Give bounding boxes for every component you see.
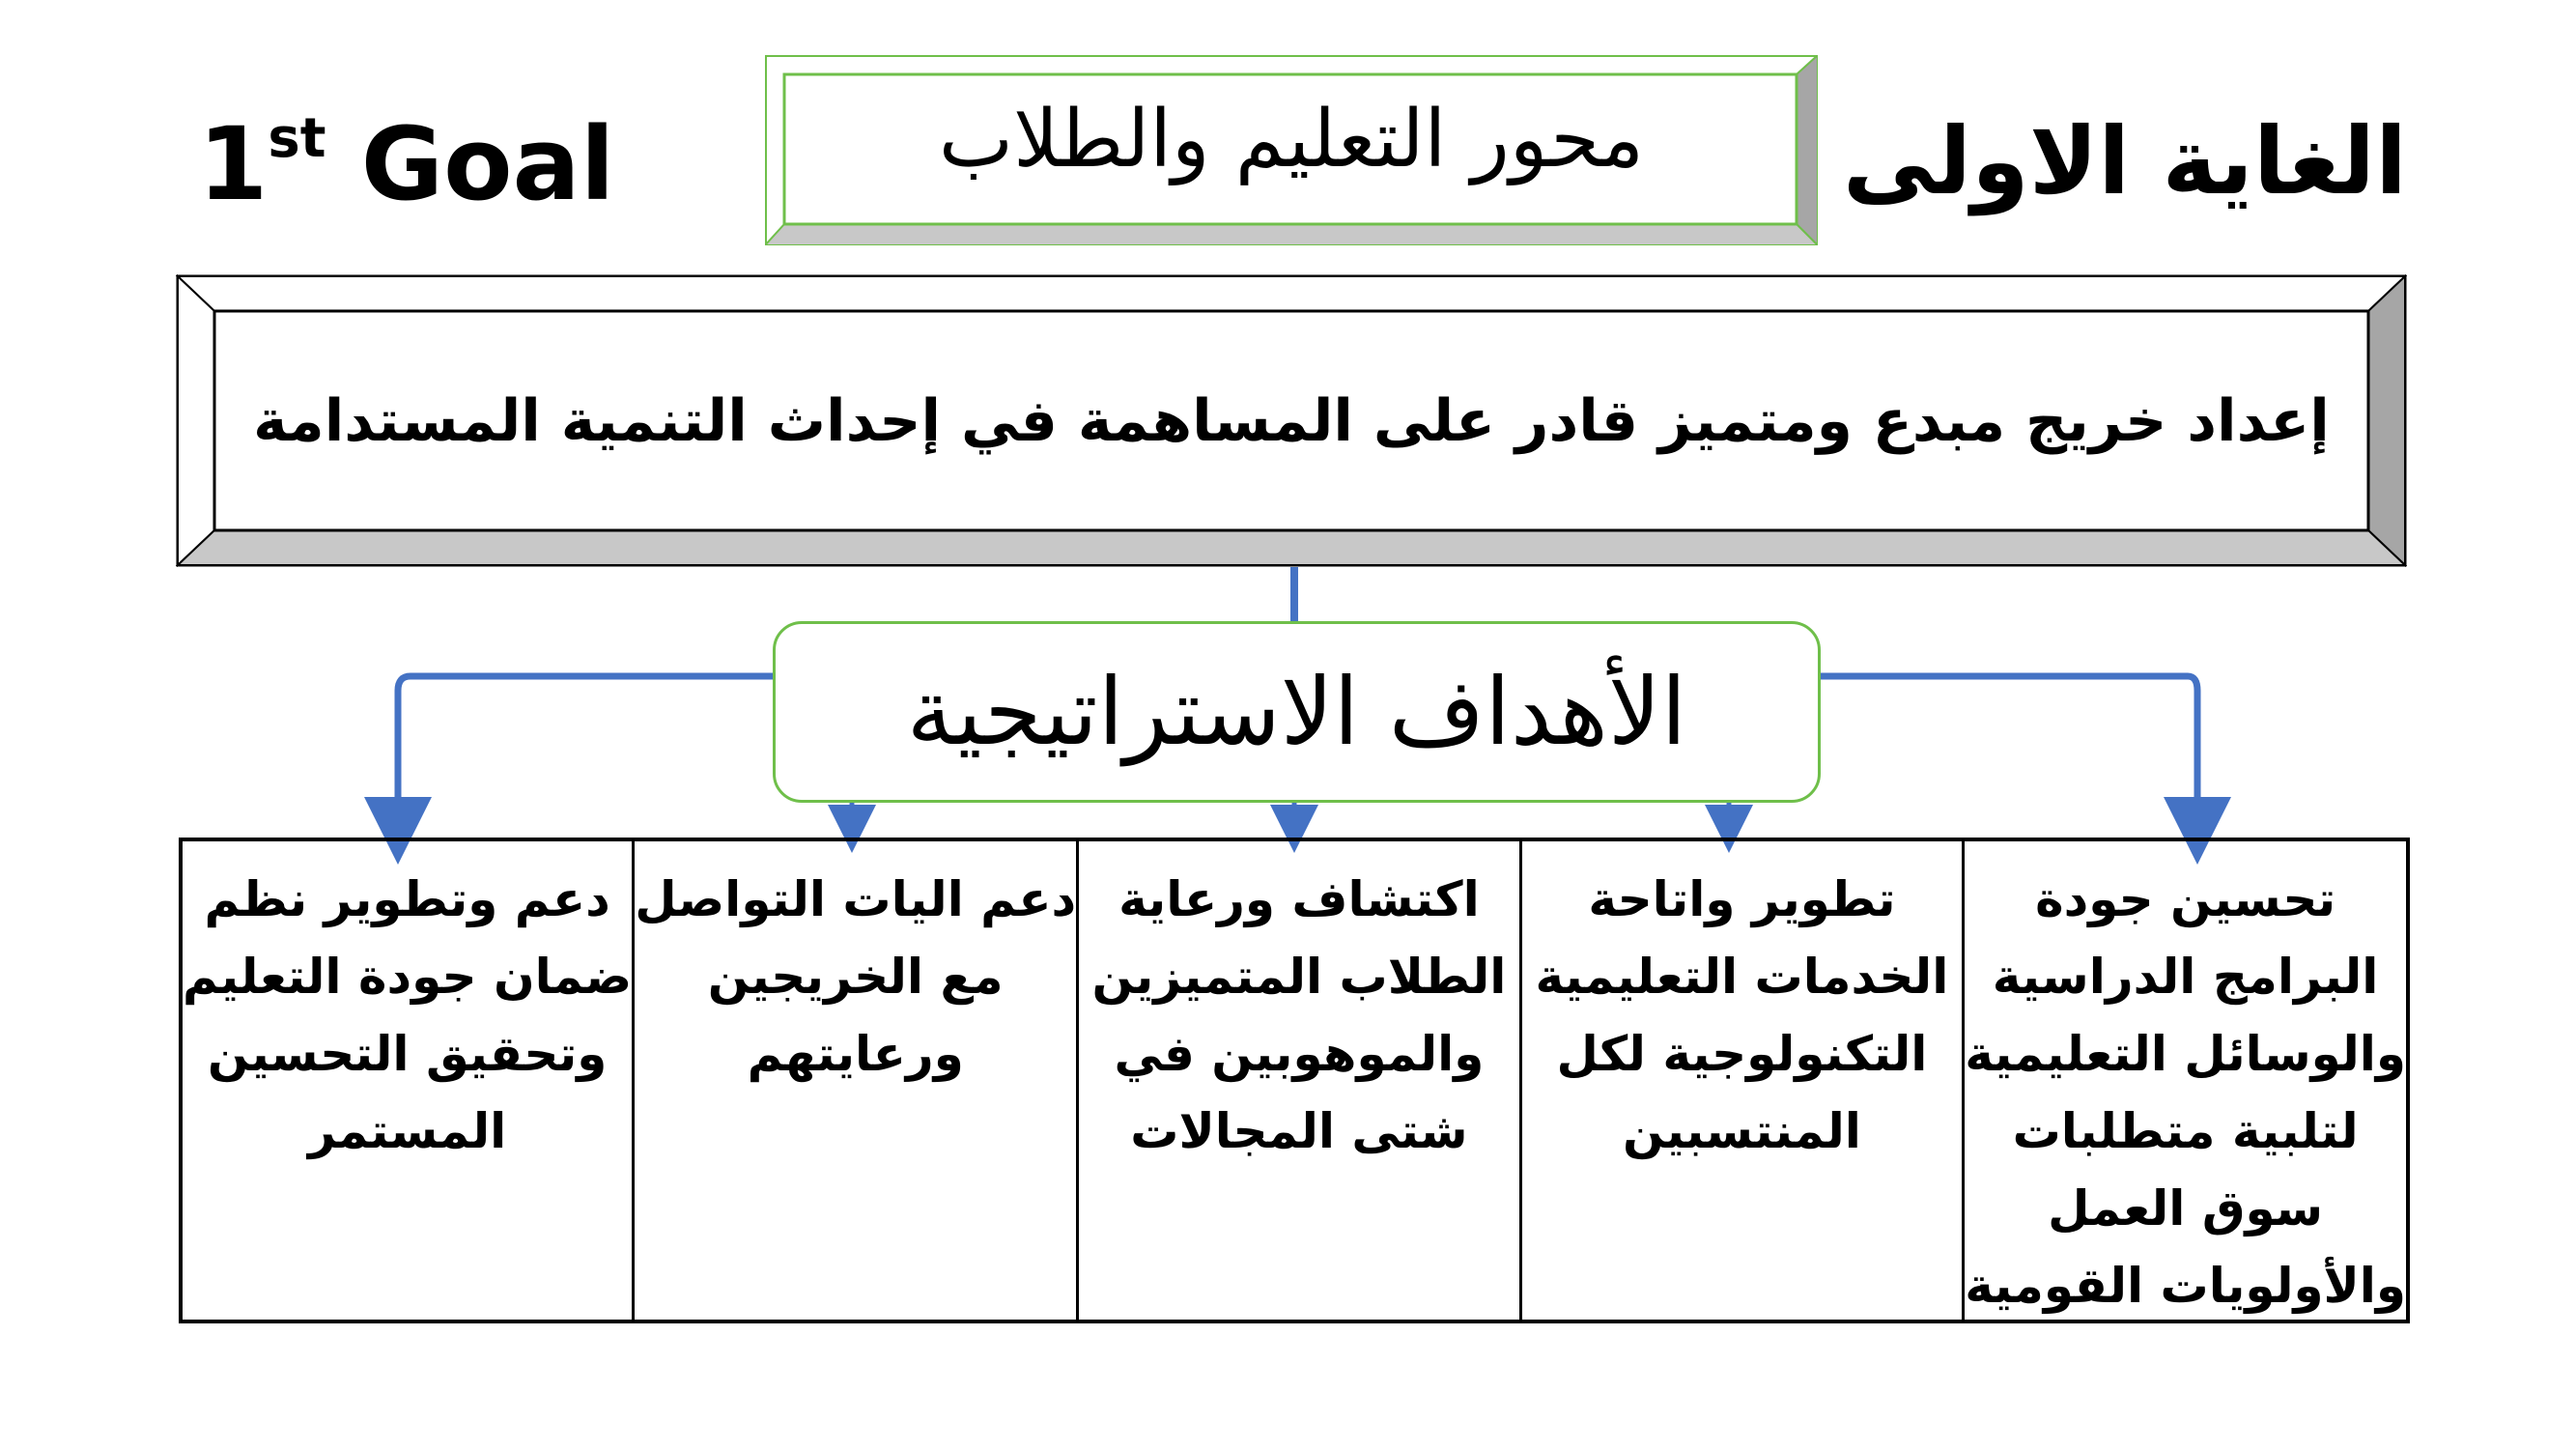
objective-line: التكنولوجية لكل [1556, 1026, 1928, 1082]
goal-suffix: st [268, 107, 326, 170]
objective-line: سوق العمل [2048, 1180, 2324, 1236]
goal-title-arabic: الغاية الاولى [1842, 107, 2407, 215]
objective-line: البرامج الدراسية [1992, 949, 2379, 1005]
objective-line: شتى المجالات [1130, 1103, 1468, 1159]
connector-right-branch [1821, 676, 2197, 831]
connector-left-branch [398, 676, 773, 831]
mission-statement: إعداد خريج مبدع ومتميز قادر على المساهمة في إحداث التنمية المستدامة [253, 387, 2330, 455]
objective-line: المنتسبين [1622, 1103, 1861, 1159]
objective-line: تطوير واتاحة [1588, 871, 1896, 927]
objective-line: تحسين جودة [2035, 871, 2336, 927]
objective-line: دعم اليات التواصل [635, 871, 1077, 927]
objective-line: الطلاب المتميزين [1091, 949, 1507, 1005]
goal-word: Goal [360, 105, 615, 223]
objective-line: المستمر [307, 1103, 507, 1159]
objective-cell [1076, 841, 1519, 1320]
objective-line: مع الخريجين [707, 949, 1004, 1005]
objective-line: لتلبية متطلبات [2012, 1103, 2359, 1159]
objectives-table [179, 838, 2410, 1323]
goal-title-english [198, 97, 614, 232]
objective-line: اكتشاف ورعاية [1118, 871, 1480, 927]
objective-line: ضمان جودة التعليم [183, 949, 633, 1005]
objective-line: والوسائل التعليمية [1965, 1026, 2406, 1082]
objective-cell [1519, 841, 1963, 1320]
objectives-header: الأهداف الاستراتيجية [773, 621, 1821, 803]
objective-line: الخدمات التعليمية [1535, 949, 1949, 1005]
objective-line: دعم وتطوير نظم [204, 871, 610, 927]
objective-line: والأولويات القومية [1965, 1258, 2406, 1314]
objective-cell [1962, 841, 2406, 1320]
goal-number: 1 [198, 105, 269, 223]
objective-line: والموهوبين في [1114, 1026, 1485, 1082]
objective-cell [632, 841, 1076, 1320]
axis-label: محور التعليم والطلاب [938, 94, 1645, 185]
objective-cell [183, 841, 632, 1320]
objective-line: وتحقيق التحسين [207, 1026, 608, 1082]
objective-line: ورعايتهم [747, 1026, 964, 1082]
